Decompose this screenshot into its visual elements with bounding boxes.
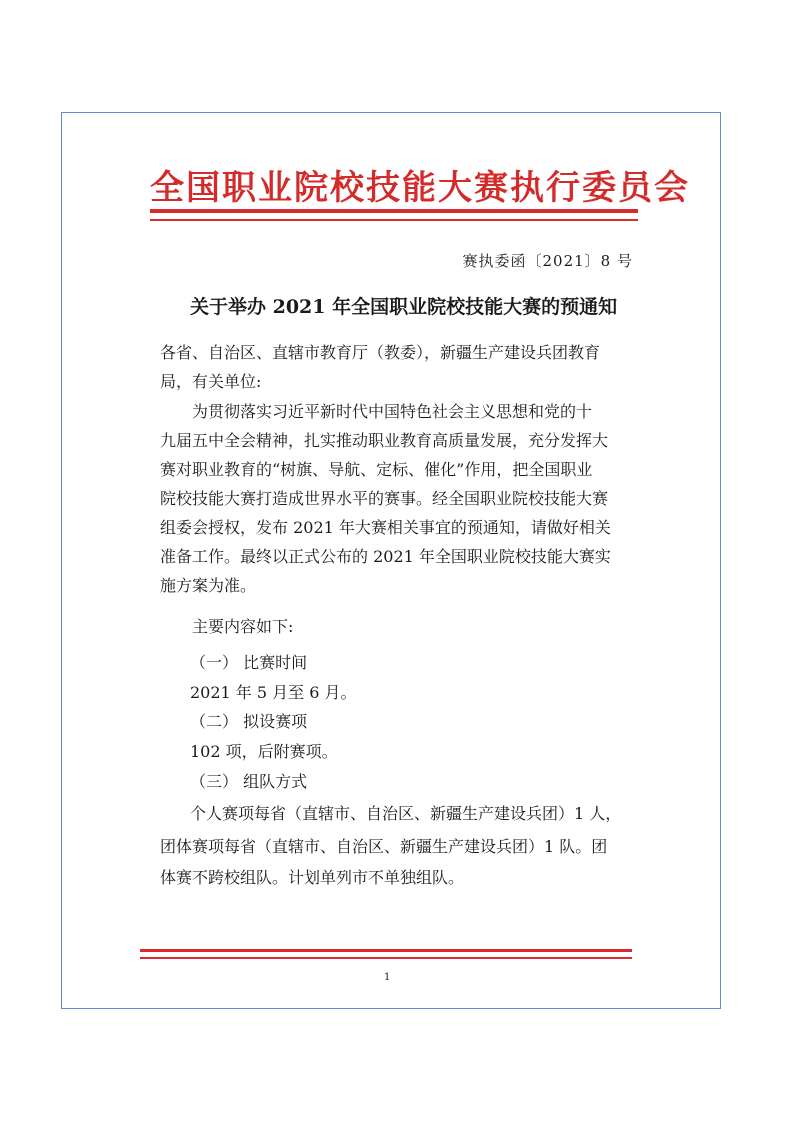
section-heading: （三） 组队方式	[190, 772, 308, 791]
header-red-rule-thick	[150, 209, 638, 213]
intro-paragraph-line: 准备工作。最终以正式公布的 2021 年全国职业院校技能大赛实	[160, 547, 611, 566]
intro-paragraph-line: 院校技能大赛打造成世界水平的赛事。经全国职业院校技能大赛	[160, 489, 609, 508]
intro-paragraph-line: 施方案为准。	[160, 576, 257, 595]
intro-paragraph-line: 组委会授权，发布 2021 年大赛相关事宜的预通知，请做好相关	[160, 518, 611, 537]
recipient-line: 各省、自治区、直辖市教育厅（教委），新疆生产建设兵团教育	[160, 343, 601, 362]
document-number: 赛执委函〔2021〕8 号	[462, 252, 633, 270]
page-number: 1	[384, 972, 391, 983]
footer-red-rule-thin	[140, 957, 632, 959]
intro-paragraph-line: 为贯彻落实习近平新时代中国特色社会主义思想和党的十	[192, 402, 593, 421]
issuing-organization-title: 全国职业院校技能大赛执行委员会	[150, 168, 690, 208]
intro-paragraph-line: 赛对职业教育的“树旗、导航、定标、催化”作用，把全国职业	[160, 460, 593, 479]
section-text-line: 团体赛项每省（直辖市、自治区、新疆生产建设兵团）1 队。团	[160, 837, 608, 856]
document-title: 关于举办 2021 年全国职业院校技能大赛的预通知	[190, 296, 618, 318]
intro-paragraph-line: 九届五中全会精神，扎实推动职业教育高质量发展，充分发挥大	[160, 431, 609, 450]
section-heading: （二） 拟设赛项	[190, 712, 308, 731]
section-text: 2021 年 5 月至 6 月。	[190, 683, 357, 702]
footer-red-rule-thick	[140, 949, 632, 952]
section-text: 102 项，后附赛项。	[190, 742, 338, 761]
recipient-line: 局，有关单位:	[160, 372, 262, 391]
header-red-rule-thin	[150, 219, 638, 221]
section-heading: （一） 比赛时间	[190, 653, 308, 672]
section-text-line: 体赛不跨校组队。计划单列市不单独组队。	[160, 868, 465, 887]
main-content-heading: 主要内容如下:	[192, 617, 294, 636]
section-text-line: 个人赛项每省（直辖市、自治区、新疆生产建设兵团）1 人，	[190, 804, 622, 823]
